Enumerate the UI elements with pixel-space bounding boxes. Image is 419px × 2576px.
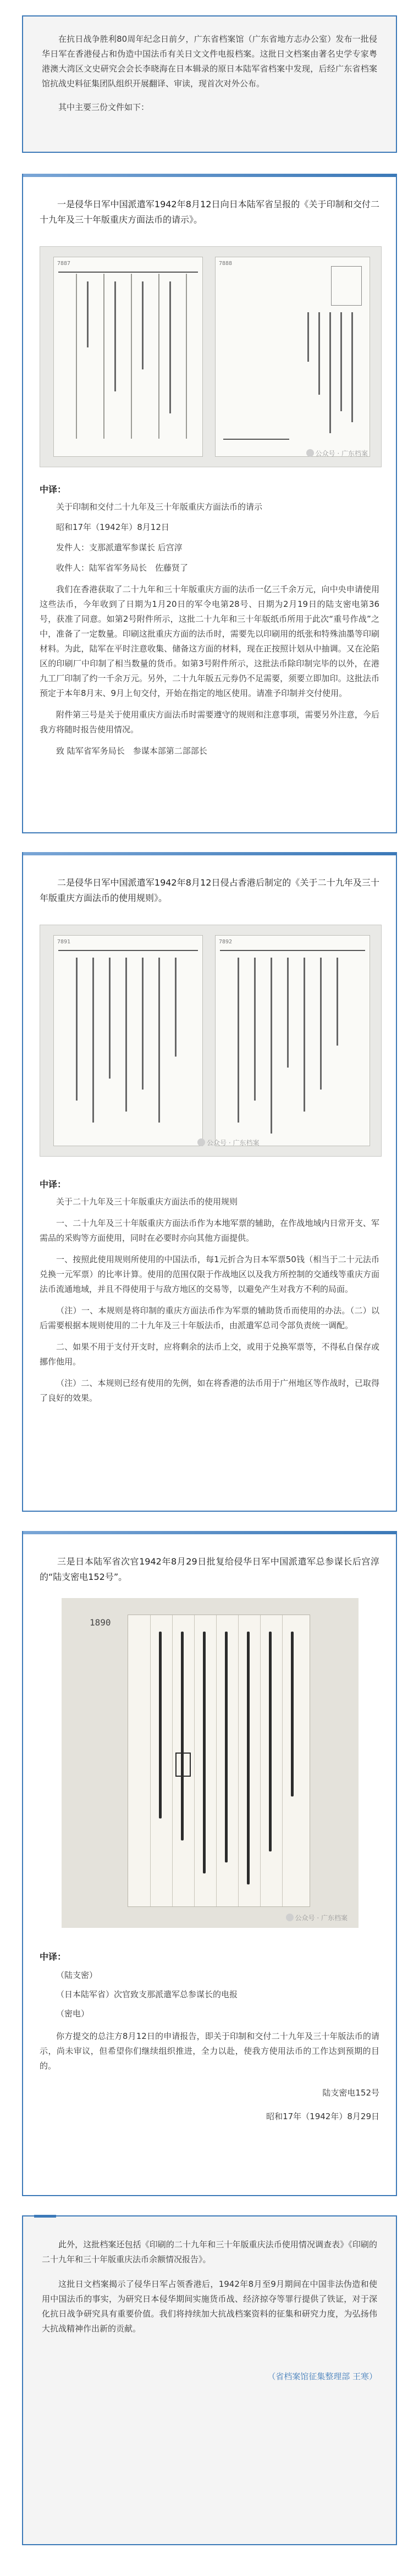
doc3-line: （陆支密） [56, 1970, 98, 1980]
doc2-body: 二、如果不用于支付开支时，应将剩余的法币上交，或用于兑换军票等，不得私自保存或挪作他用。 [40, 1342, 379, 1367]
doc1-body: 我们在香港获取了二十九年和三十年版重庆方面的法币一亿三千余万元，向中央申请使用这些法币，今年收到了日期为1月20日的军令电第28号、日期为2月19日的陆支密电第36号，获准了同意。如第2号附件所示，这批二十九年和三十年版纸币所用于此次“重号作战”之中，准备了一定数量。印刷这批重庆方面的法币时，需要先以印刷用的纸张和特殊油墨等印刷材料。为此，陆军在平时注意收集、储备这方面的材料，现在正按照计划从中抽调。又在沦陷区的印刷厂中印制了相当数量的货币。如第3号附件所示，这批法币除印制完毕的以外，在港九工厂印制了约一千余万元。另外，二十九年版五元券仍不足需要，须要立即加印。这批法币预定于本年8月末、9月上旬交付，开始在指定的地区使用。请准予印制并交付使用。 [40, 584, 379, 698]
doc1-heading: 一是侵华日军中国派遣军1942年8月12日向日本陆军省呈报的《关于印制和交付二十九年及三十年版重庆方面法币的请示》。 [40, 199, 379, 225]
conclusion-paragraph: 这批日文档案揭示了侵华日军占领香港后，1942年8月至9月期间在中国非法伪造和使用中国法币的事实，为研究日本侵华期间实施货币战、经济掠夺等罪行提供了铁证，对于深化抗日战争研究具有重要价值。我们将持续加大抗战档案资料的征集和研究力度，为弘扬伟大抗战精神作出新的贡献。 [42, 2279, 377, 2334]
conclusion-box [22, 2215, 397, 2545]
doc1-scan-image: 7887 7888 公众号 · 广东档案 [40, 246, 382, 467]
accent-bar [23, 1531, 396, 1534]
doc1-body: 附件第三号是关于使用重庆方面法币时需要遵守的规则和注意事项，需要另外注意，今后我方将随时报告使用情况。 [40, 710, 379, 734]
doc2-section [22, 852, 397, 1512]
watermark: 公众号 · 广东档案 [197, 1138, 259, 1147]
translation-label: 中译： [40, 1952, 67, 1962]
author-credit: （省档案馆征集整理部 王寒） [267, 2372, 377, 2381]
accent-bar [23, 174, 396, 177]
doc2-scan-image: 7891 7892 公众号 · 广东档案 [40, 925, 382, 1157]
doc3-body: 你方提交的总注方8月12日的申请报告，即关于印制和交付二十九年及三十年版法币的请示，尚未审议，但希望你们继续组织推进，全力以赴，使我方使用法币的工作达到预期的目的。 [40, 2031, 379, 2071]
translation-label: 中译： [40, 484, 67, 495]
intro-paragraph: 在抗日战争胜利80周年纪念日前夕，广东省档案馆（广东省地方志办公室）发布一批侵华日军在香港侵占和伪造中国法币有关日文文件电报档案。这批日文档案由著名史学专家粤港澳大湾区文史研究会会长李晓海在日本辑录的原日本陆军省档案中发现，后经广东省档案馆抗战史料征集团队组织开展翻译、审读，现首次对外公布。 [42, 34, 377, 89]
accent-bar [23, 852, 396, 855]
watermark: 公众号 · 广东档案 [286, 1913, 348, 1922]
doc3-section [22, 1531, 397, 2196]
doc1-sender: 发件人：支那派遣军参谋长 后宫淳 [56, 543, 183, 552]
doc2-body: 一、二十九年及三十年版重庆方面法币作为本地军票的辅助，在作战地域内日常开支、军需品的采购等方面使用，同时在必要时亦向其他方面提供。 [40, 1218, 379, 1243]
doc2-body: （注）一、本规则是将印制的重庆方面法币作为军票的辅助货币而使用的办法。（二）以后需要根据本规则使用的二十九年及三十年版法币，由派遣军总司令部负责统一调配。 [40, 1306, 379, 1330]
wechat-icon [197, 1138, 205, 1146]
intro-paragraph: 其中主要三份文件如下： [58, 102, 150, 112]
doc3-line: （密电） [56, 2009, 90, 2019]
doc1-section [22, 174, 397, 833]
watermark: 公众号 · 广东档案 [306, 449, 368, 458]
doc3-date: 昭和17年（1942年）8月29日 [266, 2111, 379, 2121]
accent-mark [34, 2215, 56, 2218]
wechat-icon [306, 449, 314, 457]
doc1-title: 关于印制和交付二十九年及三十年版重庆方面法币的请示 [56, 502, 263, 512]
intro-box [22, 15, 397, 153]
doc3-scan-image: 1890 公众号 · 广东档案 [62, 1598, 359, 1928]
wechat-icon [286, 1914, 294, 1921]
conclusion-paragraph: 此外，这批档案还包括《印刷的二十九年和三十年版重庆法币使用情况调查表》《印刷的二十九年和三十年版重庆法币余额情况报告》。 [42, 2240, 377, 2264]
doc2-body: 一、按照此使用规则所使用的中国法币，每1元折合为日本军票50钱（相当于二十元法币兑换一元军票）的比率计算。使用的范围仅限于作战地区以及我方所控制的交通线等重庆方面法币流通地域，并且不得使用于与敌方地区的交易等，以避免产生对我方不利的局面。 [40, 1254, 379, 1294]
doc1-date: 昭和17年（1942年）8月12日 [56, 522, 169, 532]
doc3-signature: 陆支密电152号 [322, 2088, 379, 2098]
doc1-recipient: 收件人：陆军省军务局长 佐藤贤了 [56, 563, 189, 573]
doc2-body: （注）二、本规则已经有使用的先例，如在将香港的法币用于广州地区等作战时，已取得了良好的效果。 [40, 1378, 379, 1403]
doc1-cc: 致 陆军省军务局长 参谋本部第二部部长 [56, 746, 207, 756]
translation-label: 中译： [40, 1179, 67, 1190]
doc2-title: 关于二十九年及三十年版重庆方面法币的使用规则 [56, 1197, 238, 1207]
doc3-line: （日本陆军省）次官致支那派遣军总参谋长的电报 [56, 1989, 238, 1999]
doc2-heading: 二是侵华日军中国派遣军1942年8月12日侵占香港后制定的《关于二十九年及三十年版重庆方面法币的使用规则》。 [40, 877, 379, 903]
doc3-heading: 三是日本陆军省次官1942年8月29日批复给侵华日军中国派遣军总参谋长后宫淳的“陆支密电152号”。 [40, 1556, 379, 1582]
